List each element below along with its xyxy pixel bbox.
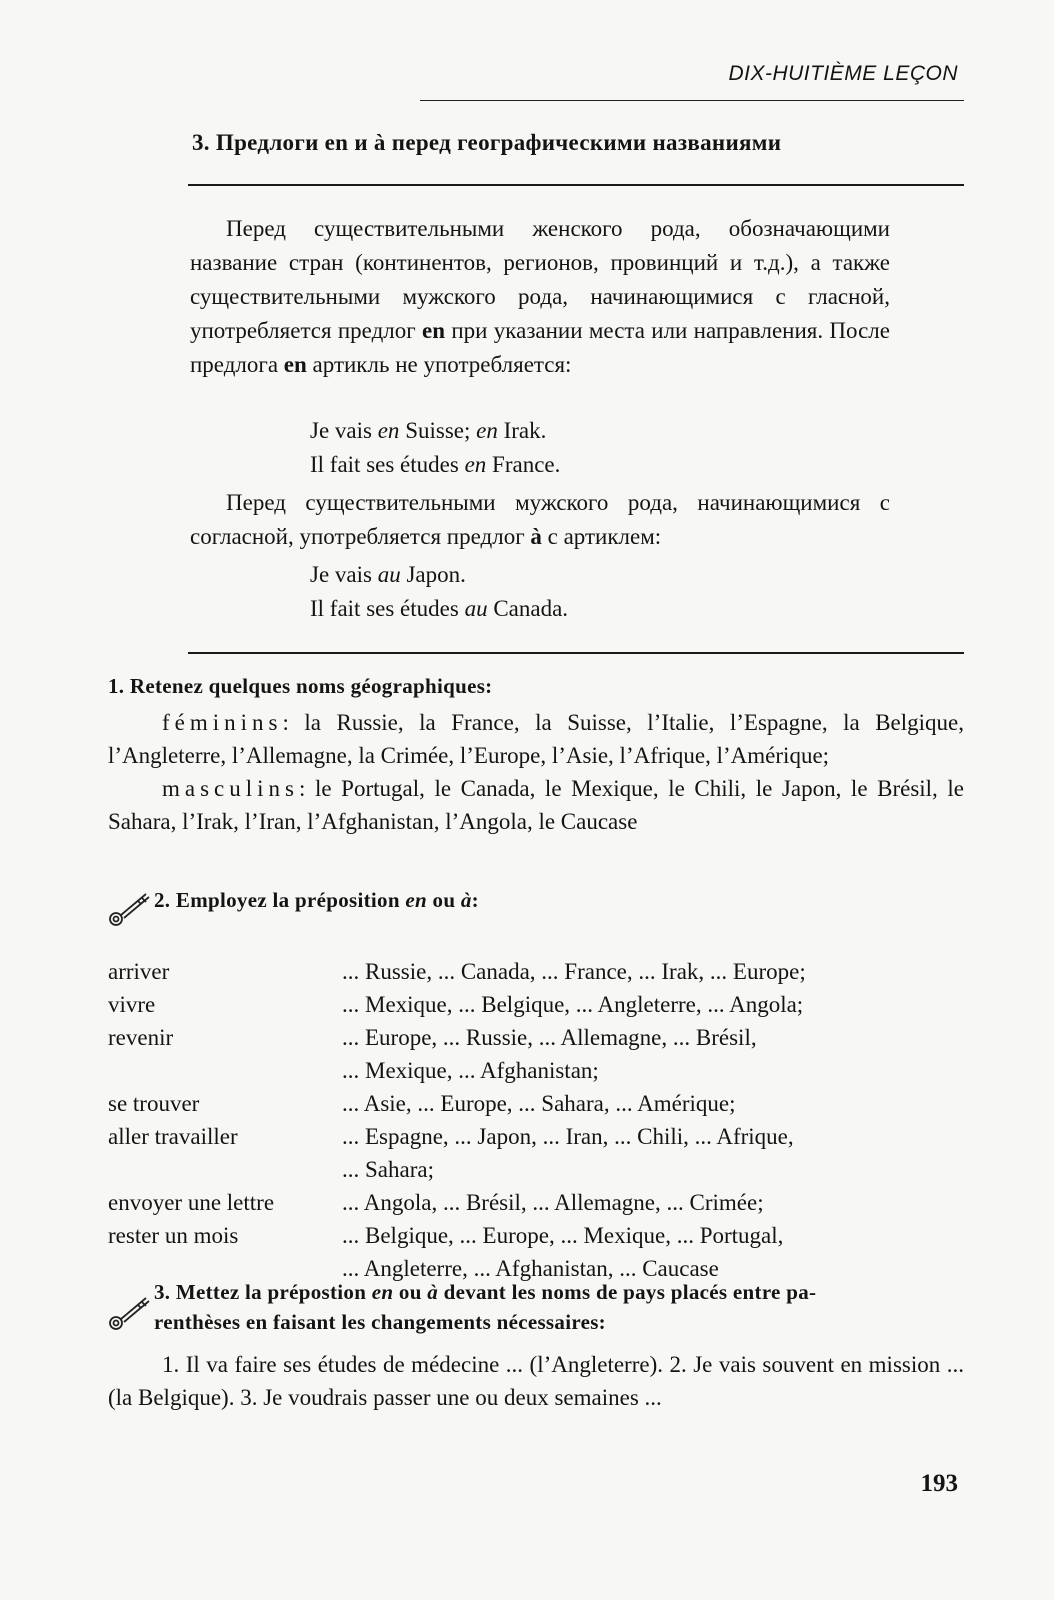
example-line: Il fait ses études en France. bbox=[310, 452, 561, 477]
masculine-label: masculins bbox=[162, 776, 299, 801]
drill-items bbox=[342, 1120, 968, 1186]
drill-items bbox=[342, 1219, 968, 1285]
drill-verb: arriver bbox=[108, 959, 170, 984]
drill-row bbox=[108, 988, 968, 1021]
drill-line: ... Europe, ... Russie, ... Allemagne, ... Brésil, bbox=[342, 1025, 757, 1050]
drill-verb: envoyer une lettre bbox=[108, 1190, 275, 1215]
exercise-3-text: 1. Il va faire ses études de médecine ... (l’Angleterre). 2. Je vais souvent en mission ... (la Belgique). 3. Je voudrais passer une ou deux semaines ... bbox=[108, 1352, 964, 1410]
drill-items bbox=[342, 988, 968, 1021]
drill-items bbox=[342, 1087, 968, 1120]
drill-row bbox=[108, 1186, 968, 1219]
drill-row bbox=[108, 1021, 968, 1087]
drill-line: ... Asie, ... Europe, ... Sahara, ... Amérique; bbox=[342, 1091, 736, 1116]
exercise-1-heading: 1. Retenez quelques noms géographiques: bbox=[108, 674, 493, 698]
example-line: Il fait ses études au Canada. bbox=[310, 596, 569, 621]
drill-verb: vivre bbox=[108, 992, 156, 1017]
exercise-2-heading: 2. Employez la préposition en ou à: bbox=[154, 888, 479, 912]
drill-items bbox=[342, 1186, 968, 1219]
drill-row bbox=[108, 1120, 968, 1186]
rule-paragraph-2: Перед существительными мужского рода, начинающимися с согласной, употребляется предлог à с артиклем: bbox=[190, 490, 890, 549]
example-line: Je vais en Suisse; en Irak. bbox=[310, 418, 547, 443]
drill-line: ... Angola, ... Brésil, ... Allemagne, ... Crimée; bbox=[342, 1190, 764, 1215]
drill-verb: se trouver bbox=[108, 1091, 200, 1116]
key-icon bbox=[104, 1290, 156, 1334]
drill-row bbox=[108, 1219, 968, 1285]
rule-example-1 bbox=[310, 414, 560, 482]
drill-line: ... Sahara; bbox=[342, 1157, 434, 1182]
drill-line: ... Espagne, ... Japon, ... Iran, ... Chili, ... Afrique, bbox=[342, 1124, 794, 1149]
drill-line: ... Angleterre, ... Afghanistan, ... Caucase bbox=[342, 1256, 719, 1281]
drill-items bbox=[342, 955, 968, 988]
rule-paragraph-1: Перед существительными женского рода, обозначающими название стран (континентов, регионов, провинций и т.д.), а также существительными мужского рода, начинающимися с гласной, употребляется предлог en при указании места или направления. После предлога en артикль не употребляется: bbox=[190, 216, 890, 377]
key-icon bbox=[104, 886, 156, 930]
drill-row bbox=[108, 1087, 968, 1120]
drill-verb: revenir bbox=[108, 1025, 174, 1050]
drill-line: ... Russie, ... Canada, ... France, ... Irak, ... Europe; bbox=[342, 959, 806, 984]
drill-line: ... Mexique, ... Belgique, ... Angleterre, ... Angola; bbox=[342, 992, 804, 1017]
rule-box-top bbox=[188, 184, 964, 186]
header-rule bbox=[420, 100, 964, 101]
section-title: 3. Предлоги en и à перед географическими названиями bbox=[192, 130, 782, 155]
rule-box-bottom bbox=[188, 652, 964, 654]
feminine-label: féminins bbox=[162, 710, 283, 735]
drill-line: ... Belgique, ... Europe, ... Mexique, ... Portugal, bbox=[342, 1223, 784, 1248]
running-head: DIX-HUITIÈME LEÇON bbox=[728, 62, 958, 85]
example-line: Je vais au Japon. bbox=[310, 562, 466, 587]
page-number: 193 bbox=[920, 1470, 958, 1497]
exercise-1-text: féminins: la Russie, la France, la Suisse, l’Italie, l’Espagne, la Belgique, l’Angleterre, l’Allemagne, la Crimée, l’Europe, l’Asie, l’Afrique, l’Amérique; masculins: le Portugal, le Canada, le Mexique, le Chili, le Japon, le Brésil, le Sahara, l’Irak, l’Iran, l’Afghanistan, l’Angola, le Caucase bbox=[108, 710, 964, 834]
drill-verb: aller travailler bbox=[108, 1124, 238, 1149]
drill-row bbox=[108, 955, 968, 988]
exercise-3-heading-line-2: renthèses en faisant les changements nécessaires: bbox=[154, 1310, 606, 1334]
drill-line: ... Mexique, ... Afghanistan; bbox=[342, 1058, 599, 1083]
exercise-3-heading: 3. Mettez la prépostion en ou à devant les noms de pays placés entre pa- bbox=[154, 1280, 817, 1304]
exercise-2-drill bbox=[108, 955, 968, 1285]
drill-items bbox=[342, 1021, 968, 1087]
drill-verb: rester un mois bbox=[108, 1223, 239, 1248]
rule-example-2 bbox=[310, 558, 568, 626]
